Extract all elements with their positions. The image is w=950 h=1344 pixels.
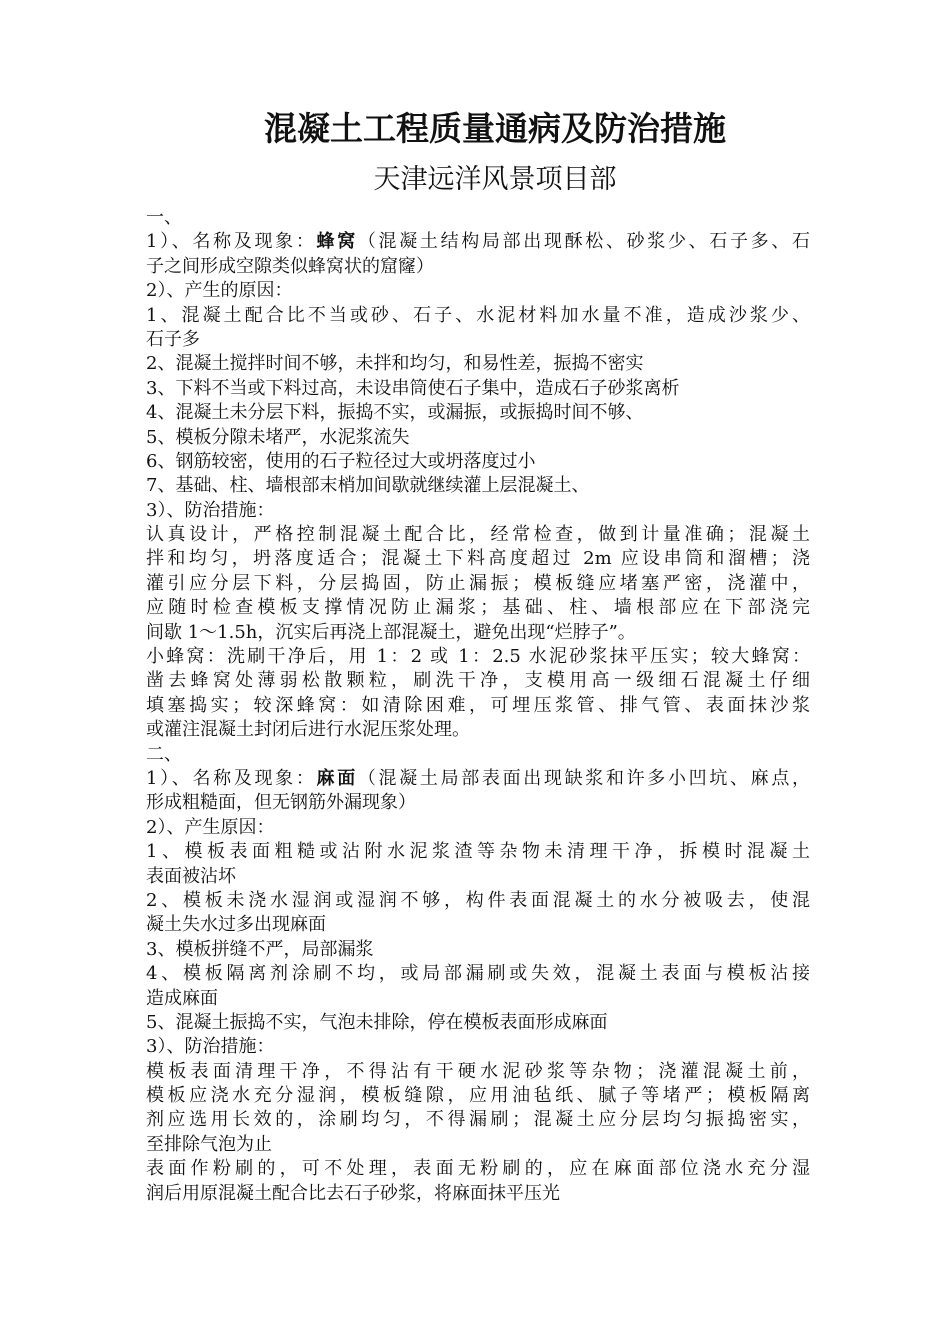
section1-cause-line: 4、混凝土未分层下料，振捣不实，或漏振，或振捣时间不够、 — [146, 402, 644, 424]
section2-name-rest-line2: 形成粗糙面，但无钢筋外漏现象） — [146, 792, 416, 814]
section1-name-rest: （混凝土结构局部出现酥松、砂浆少、石子多、石 — [357, 231, 810, 253]
section1-measure-line: 应随时检查模板支撑情况防止漏浆；基础、柱、墙根部应在下部浇完 — [146, 597, 810, 619]
section1-measure-line: 间歇 1～1.5h，沉实后再浇上部混凝土，避免出现“烂脖子”。 — [146, 621, 636, 643]
section1-name-keyword: 蜂窝 — [316, 231, 358, 253]
section1-measure-line: 认真设计，严格控制混凝土配合比，经常检查，做到计量准确；混凝土 — [146, 524, 810, 546]
section1-measure-line: 拌和均匀，坍落度适合；混凝土下料高度超过 2m 应设串筒和溜槽；浇 — [146, 548, 810, 570]
section2-measure-line: 表面作粉刷的，可不处理，表面无粉刷的，应在麻面部位浇水充分湿 — [146, 1158, 810, 1180]
section1-measures-heading: 3）、防治措施： — [146, 499, 275, 521]
section1-cause-line: 1、混凝土配合比不当或砂、石子、水泥材料加水量不准，造成沙浆少、 — [146, 304, 810, 326]
section1-measure-line: 小蜂窝：洗刷干净后，用 1：2 或 1：2.5 水泥砂浆抹平压实；较大蜂窝： — [146, 646, 810, 668]
document-body — [146, 206, 810, 1206]
section2-causes-heading: 2）、产生原因： — [146, 816, 275, 838]
section1-measure-line: 填塞捣实；较深蜂窝：如清除困难，可埋压浆管、排气管、表面抹沙浆 — [146, 694, 810, 716]
section2-cause-line: 5、混凝土振捣不实，气泡未排除，停在模板表面形成麻面 — [146, 1011, 608, 1033]
section2-name-line — [146, 767, 810, 791]
section1-cause-line: 2、混凝土搅拌时间不够，未拌和均匀，和易性差，振捣不密实 — [146, 353, 644, 375]
section2-name-keyword: 麻面 — [316, 767, 358, 789]
section2-measure-line: 至排除气泡为止 — [146, 1133, 272, 1155]
section1-cause-line: 6、钢筋较密，使用的石子粒径过大或坍落度过小 — [146, 450, 536, 472]
section1-heading: 一、 — [146, 207, 182, 228]
section1-measure-line: 凿去蜂窝处薄弱松散颗粒，刷洗干净，支模用高一级细石混凝土仔细 — [146, 670, 810, 692]
section2-cause-line: 4、模板隔离剂涂刷不均，或局部漏刷或失效，混凝土表面与模板沾接 — [146, 963, 810, 985]
section2-cause-line: 3、模板拼缝不严，局部漏浆 — [146, 938, 374, 960]
section1-cause-line: 石子多 — [146, 328, 200, 350]
section1-causes-heading: 2）、产生的原因： — [146, 280, 293, 302]
section2-measures-heading: 3）、防治措施： — [146, 1036, 275, 1058]
section2-cause-line: 表面被沾坏 — [146, 865, 236, 887]
section1-cause-line: 3、下料不当或下料过高，未设串筒使石子集中，造成石子砂浆离析 — [146, 377, 680, 399]
section1-name-line — [146, 230, 810, 254]
section1-measure-line: 灌引应分层下料，分层捣固，防止漏振；模板缝应堵塞严密，浇灌中， — [146, 572, 810, 594]
document-title: 混凝土工程质量通病及防治措施 — [264, 109, 726, 148]
section1-name-rest-line2: 子之间形成空隙类似蜂窝状的窟窿） — [146, 255, 434, 277]
section2-cause-line: 1、模板表面粗糙或沾附水泥浆渣等杂物未清理干净，拆模时混凝土 — [146, 841, 810, 863]
section2-heading: 二、 — [146, 743, 182, 765]
section2-cause-line: 2、模板未浇水湿润或湿润不够，构件表面混凝土的水分被吸去，使混 — [146, 889, 810, 911]
section2-measure-line: 模板表面清理干净，不得沾有干硬水泥砂浆等杂物；浇灌混凝土前， — [146, 1060, 810, 1082]
section2-name-rest: （混凝土局部表面出现缺浆和许多小凹坑、麻点， — [357, 767, 810, 789]
section2-measure-line: 剂应选用长效的，涂刷均匀，不得漏刷；混凝土应分层均匀振捣密实， — [146, 1109, 810, 1131]
document-subtitle: 天津远洋风景项目部 — [373, 164, 617, 195]
section1-cause-line: 7、基础、柱、墙根部末梢加间歇就继续灌上层混凝土、 — [146, 475, 590, 497]
section2-cause-line: 凝土失水过多出现麻面 — [146, 914, 326, 936]
section1-measure-line: 或灌注混凝土封闭后进行水泥压浆处理。 — [146, 719, 470, 741]
section1-cause-line: 5、模板分隙未堵严，水泥浆流失 — [146, 426, 410, 448]
section2-measure-line: 模板应浇水充分湿润，模板缝隙，应用油毡纸、腻子等堵严；模板隔离 — [146, 1085, 810, 1107]
section1-name-prefix: 1）、名称及现象： — [146, 231, 317, 253]
section2-measure-line: 润后用原混凝土配合比去石子砂浆，将麻面抹平压光 — [146, 1182, 560, 1204]
section2-name-prefix: 1）、名称及现象： — [146, 767, 317, 789]
section2-cause-line: 造成麻面 — [146, 987, 218, 1009]
